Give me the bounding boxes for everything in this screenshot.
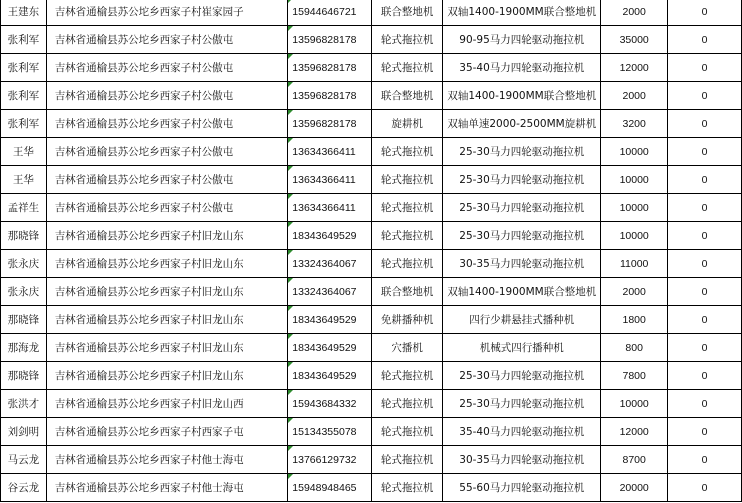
model-cell[interactable]: 35-40马力四轮驱动拖拉机 [443,54,601,82]
model-cell[interactable]: 双轴1400-1900MM联合整地机 [443,82,601,110]
table-row [1,418,742,446]
model-cell[interactable]: 双轴单速2000-2500MM旋耕机 [443,110,601,138]
model-cell[interactable]: 双轴1400-1900MM联合整地机 [443,278,601,306]
model-cell[interactable]: 25-30马力四轮驱动拖拉机 [443,166,601,194]
address-cell[interactable]: 吉林省通榆县苏公坨乡西家子村旧龙山东 [46,278,288,306]
extra-amount-cell[interactable]: 0 [668,250,742,278]
amount-cell[interactable]: 2000 [601,278,668,306]
table-row [1,138,742,166]
amount-cell[interactable]: 2000 [601,0,668,26]
amount-cell[interactable]: 12000 [601,54,668,82]
name-cell[interactable]: 马云龙 [1,446,47,474]
address-cell[interactable]: 吉林省通榆县苏公坨乡西家子村公傲屯 [46,110,288,138]
amount-cell[interactable]: 7800 [601,362,668,390]
table-row [1,250,742,278]
name-cell[interactable]: 张利军 [1,82,47,110]
name-cell[interactable]: 张利军 [1,110,47,138]
address-cell[interactable]: 吉林省通榆县苏公坨乡西家子村旧龙山西 [46,390,288,418]
address-cell[interactable]: 吉林省通榆县苏公坨乡西家子村他士海屯 [46,446,288,474]
table-row [1,474,742,502]
model-cell[interactable]: 25-30马力四轮驱动拖拉机 [443,194,601,222]
name-cell[interactable]: 那晓锋 [1,306,47,334]
name-cell[interactable]: 谷云龙 [1,474,47,502]
table-row [1,362,742,390]
model-cell[interactable]: 55-60马力四轮驱动拖拉机 [443,474,601,502]
phone-cell[interactable]: 13634366411 [288,166,372,194]
table-row [1,278,742,306]
model-cell[interactable]: 25-30马力四轮驱动拖拉机 [443,138,601,166]
table-row [1,0,742,26]
model-cell[interactable]: 机械式四行播种机 [443,334,601,362]
amount-cell[interactable]: 20000 [601,474,668,502]
amount-cell[interactable]: 10000 [601,166,668,194]
name-cell[interactable]: 那海龙 [1,334,47,362]
table-row [1,222,742,250]
name-cell[interactable]: 那晓锋 [1,222,47,250]
address-cell[interactable]: 吉林省通榆县苏公坨乡西家子村旧龙山东 [46,306,288,334]
model-cell[interactable]: 90-95马力四轮驱动拖拉机 [443,26,601,54]
address-cell[interactable]: 吉林省通榆县苏公坨乡西家子村公傲屯 [46,138,288,166]
category-cell[interactable]: 轮式拖拉机 [371,222,443,250]
address-cell[interactable]: 吉林省通榆县苏公坨乡西家子村西家子屯 [46,418,288,446]
address-cell[interactable]: 吉林省通榆县苏公坨乡西家子村公傲屯 [46,194,288,222]
phone-cell[interactable]: 13766129732 [288,446,372,474]
model-cell[interactable]: 30-35马力四轮驱动拖拉机 [443,446,601,474]
table-row [1,54,742,82]
category-cell[interactable]: 轮式拖拉机 [371,166,443,194]
category-cell[interactable]: 旋耕机 [371,110,443,138]
table-row [1,26,742,54]
amount-cell[interactable]: 10000 [601,390,668,418]
address-cell[interactable]: 吉林省通榆县苏公坨乡西家子村旧龙山东 [46,250,288,278]
phone-cell[interactable]: 15948948465 [288,474,372,502]
phone-cell[interactable]: 13596828178 [288,26,372,54]
amount-cell[interactable]: 800 [601,334,668,362]
extra-amount-cell[interactable]: 0 [668,138,742,166]
table-row [1,446,742,474]
amount-cell[interactable]: 3200 [601,110,668,138]
phone-cell[interactable]: 18343649529 [288,222,372,250]
extra-amount-cell[interactable]: 0 [668,474,742,502]
amount-cell[interactable]: 10000 [601,222,668,250]
name-cell[interactable]: 王华 [1,138,47,166]
table-row [1,306,742,334]
extra-amount-cell[interactable]: 0 [668,82,742,110]
address-cell[interactable]: 吉林省通榆县苏公坨乡西家子村旧龙山东 [46,362,288,390]
category-cell[interactable]: 轮式拖拉机 [371,54,443,82]
category-cell[interactable]: 联合整地机 [371,0,443,26]
extra-amount-cell[interactable]: 0 [668,446,742,474]
model-cell[interactable]: 30-35马力四轮驱动拖拉机 [443,250,601,278]
extra-amount-cell[interactable]: 0 [668,418,742,446]
address-cell[interactable]: 吉林省通榆县苏公坨乡西家子村旧龙山东 [46,222,288,250]
address-cell[interactable]: 吉林省通榆县苏公坨乡西家子村公傲屯 [46,166,288,194]
table-row [1,110,742,138]
category-cell[interactable]: 轮式拖拉机 [371,250,443,278]
phone-cell[interactable]: 13596828178 [288,54,372,82]
phone-cell[interactable]: 15943684332 [288,390,372,418]
extra-amount-cell[interactable]: 0 [668,26,742,54]
phone-cell[interactable]: 18343649529 [288,362,372,390]
table-body [1,0,742,502]
phone-cell[interactable]: 13596828178 [288,82,372,110]
table-row [1,194,742,222]
extra-amount-cell[interactable]: 0 [668,362,742,390]
address-cell[interactable]: 吉林省通榆县苏公坨乡西家子村旧龙山东 [46,334,288,362]
category-cell[interactable]: 轮式拖拉机 [371,194,443,222]
amount-cell[interactable]: 12000 [601,418,668,446]
table-row [1,166,742,194]
phone-cell[interactable]: 18343649529 [288,306,372,334]
phone-cell[interactable]: 15134355078 [288,418,372,446]
phone-cell[interactable]: 13324364067 [288,278,372,306]
model-cell[interactable]: 35-40马力四轮驱动拖拉机 [443,418,601,446]
category-cell[interactable]: 联合整地机 [371,82,443,110]
name-cell[interactable]: 刘剑明 [1,418,47,446]
category-cell[interactable]: 轮式拖拉机 [371,26,443,54]
address-cell[interactable]: 吉林省通榆县苏公坨乡西家子村公傲屯 [46,82,288,110]
name-cell[interactable]: 张洪才 [1,390,47,418]
amount-cell[interactable]: 10000 [601,194,668,222]
name-cell[interactable]: 王建东 [1,0,47,26]
address-cell[interactable]: 吉林省通榆县苏公坨乡西家子村崔家园子 [46,0,288,26]
name-cell[interactable]: 王华 [1,166,47,194]
name-cell[interactable]: 张利军 [1,26,47,54]
table-row [1,82,742,110]
category-cell[interactable]: 轮式拖拉机 [371,362,443,390]
name-cell[interactable]: 张利军 [1,54,47,82]
extra-amount-cell[interactable]: 0 [668,194,742,222]
model-cell[interactable]: 四行少耕悬挂式播种机 [443,306,601,334]
model-cell[interactable]: 25-30马力四轮驱动拖拉机 [443,362,601,390]
amount-cell[interactable]: 2000 [601,82,668,110]
phone-cell[interactable]: 18343649529 [288,334,372,362]
table-row [1,390,742,418]
extra-amount-cell[interactable]: 0 [668,166,742,194]
address-cell[interactable]: 吉林省通榆县苏公坨乡西家子村他士海屯 [46,474,288,502]
name-cell[interactable]: 张永庆 [1,278,47,306]
address-cell[interactable]: 吉林省通榆县苏公坨乡西家子村公傲屯 [46,26,288,54]
extra-amount-cell[interactable]: 0 [668,334,742,362]
extra-amount-cell[interactable]: 0 [668,54,742,82]
table-row [1,334,742,362]
phone-cell[interactable]: 13596828178 [288,110,372,138]
category-cell[interactable]: 免耕播种机 [371,306,443,334]
name-cell[interactable]: 张永庆 [1,250,47,278]
model-cell[interactable]: 25-30马力四轮驱动拖拉机 [443,390,601,418]
category-cell[interactable]: 轮式拖拉机 [371,446,443,474]
name-cell[interactable]: 那晓锋 [1,362,47,390]
model-cell[interactable]: 25-30马力四轮驱动拖拉机 [443,222,601,250]
address-cell[interactable]: 吉林省通榆县苏公坨乡西家子村公傲屯 [46,54,288,82]
model-cell[interactable]: 双轴1400-1900MM联合整地机 [443,0,601,26]
category-cell[interactable]: 轮式拖拉机 [371,418,443,446]
category-cell[interactable]: 轮式拖拉机 [371,138,443,166]
extra-amount-cell[interactable]: 0 [668,110,742,138]
category-cell[interactable]: 联合整地机 [371,278,443,306]
category-cell[interactable]: 轮式拖拉机 [371,390,443,418]
phone-cell[interactable]: 13324364067 [288,250,372,278]
name-cell[interactable]: 孟祥生 [1,194,47,222]
extra-amount-cell[interactable]: 0 [668,390,742,418]
extra-amount-cell[interactable]: 0 [668,222,742,250]
category-cell[interactable]: 轮式拖拉机 [371,474,443,502]
extra-amount-cell[interactable]: 0 [668,0,742,26]
extra-amount-cell[interactable]: 0 [668,306,742,334]
phone-cell[interactable]: 13634366411 [288,194,372,222]
phone-cell[interactable]: 15944646721 [288,0,372,26]
phone-cell[interactable]: 13634366411 [288,138,372,166]
extra-amount-cell[interactable]: 0 [668,278,742,306]
amount-cell[interactable]: 1800 [601,306,668,334]
amount-cell[interactable]: 11000 [601,250,668,278]
category-cell[interactable]: 穴播机 [371,334,443,362]
amount-cell[interactable]: 35000 [601,26,668,54]
amount-cell[interactable]: 10000 [601,138,668,166]
amount-cell[interactable]: 8700 [601,446,668,474]
